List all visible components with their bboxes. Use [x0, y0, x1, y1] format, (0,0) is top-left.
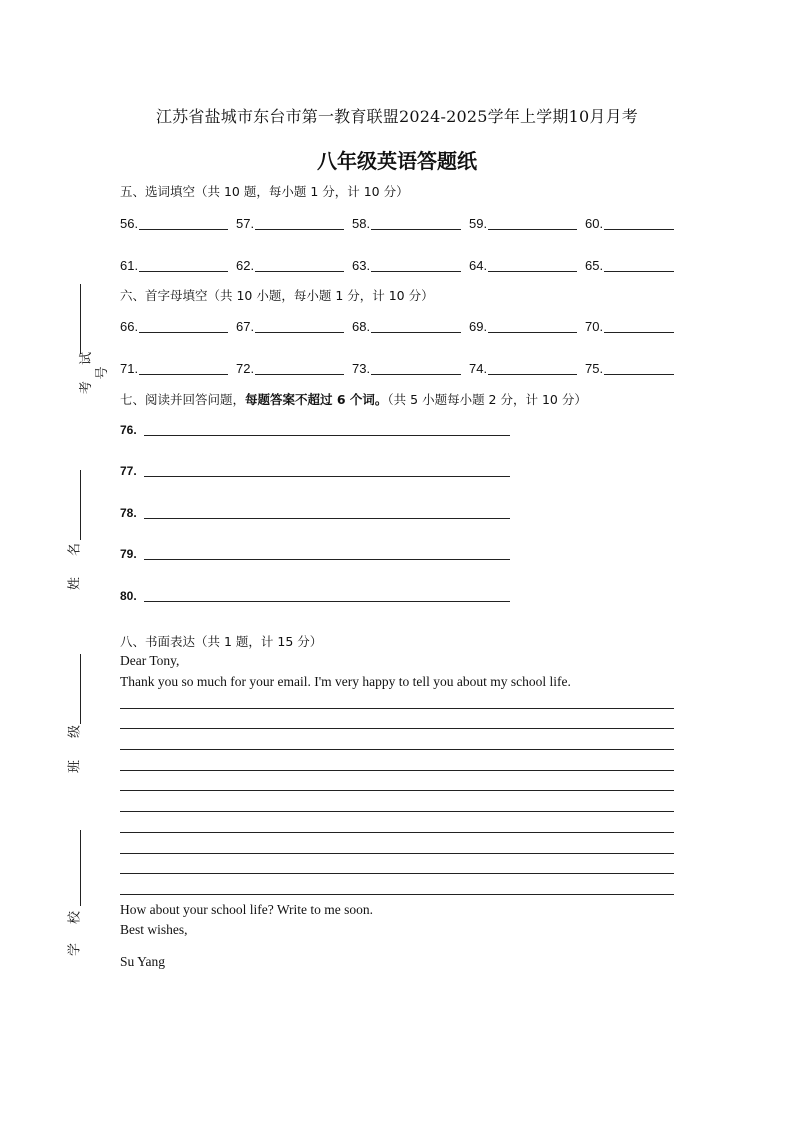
blank-65[interactable]: 65.: [585, 254, 674, 274]
writing-line[interactable]: [120, 708, 674, 709]
blank-66[interactable]: 66.: [120, 315, 228, 335]
blank-63[interactable]: 63.: [352, 254, 461, 274]
blank-56[interactable]: 56.: [120, 212, 228, 232]
blank-58[interactable]: 58.: [352, 212, 461, 232]
writing-line[interactable]: [120, 853, 674, 854]
exam-header: 江苏省盐城市东台市第一教育联盟2024-2025学年上学期10月月考: [155, 107, 638, 126]
blank-73[interactable]: 73.: [352, 357, 461, 377]
writing-line[interactable]: [120, 811, 674, 812]
section5-row-2: [120, 254, 674, 274]
blank-68[interactable]: 68.: [352, 315, 461, 335]
blank-74[interactable]: 74.: [469, 357, 577, 377]
blank-57[interactable]: 57.: [236, 212, 344, 232]
name-char-1: 名: [67, 543, 83, 557]
letter-closing-question: How about your school life? Write to me soon.: [120, 902, 374, 917]
question-80[interactable]: 80.: [120, 586, 510, 604]
blank-69[interactable]: 69.: [469, 315, 577, 335]
class-char-1: 级: [67, 725, 83, 739]
blank-59[interactable]: 59.: [469, 212, 577, 232]
letter-sign-off: Best wishes,: [120, 922, 188, 937]
class-line: [80, 654, 81, 724]
exam-number-label: 考 试 号: [79, 345, 110, 395]
blank-60[interactable]: 60.: [585, 212, 674, 232]
school-char-1: 校: [67, 911, 83, 925]
section6-heading: 六、首字母填空（共 10 小题，每小题 1 分，计 10 分）: [120, 288, 434, 303]
letter-opening: Thank you so much for your email. I'm very happy to tell you about my school life.: [120, 674, 571, 689]
school-line: [80, 830, 81, 906]
question-76[interactable]: 76.: [120, 420, 510, 438]
section6-row-1: [120, 315, 674, 335]
section5-heading: 五、选词填空（共 10 题，每小题 1 分，计 10 分）: [120, 184, 409, 199]
section5-row-1: [120, 212, 674, 232]
blank-75[interactable]: 75.: [585, 357, 674, 377]
letter-signature: Su Yang: [120, 954, 166, 969]
letter-greeting: Dear Tony,: [120, 653, 180, 668]
writing-line[interactable]: [120, 832, 674, 833]
section6-row-2: [120, 357, 674, 377]
blank-62[interactable]: 62.: [236, 254, 344, 274]
blank-64[interactable]: 64.: [469, 254, 577, 274]
question-77[interactable]: 77.: [120, 461, 510, 479]
school-char-0: 学: [67, 943, 83, 957]
writing-line[interactable]: [120, 873, 674, 874]
class-char-0: 班: [67, 760, 83, 774]
name-char-0: 姓: [67, 577, 83, 591]
writing-line[interactable]: [120, 790, 674, 791]
name-line: [80, 470, 81, 540]
writing-line[interactable]: [120, 749, 674, 750]
blank-67[interactable]: 67.: [236, 315, 344, 335]
blank-70[interactable]: 70.: [585, 315, 674, 335]
page-title: 八年级英语答题纸: [317, 149, 477, 173]
blank-71[interactable]: 71.: [120, 357, 228, 377]
section7-heading: 七、阅读并回答问题，每题答案不超过 6 个词。（共 5 小题每小题 2 分，计 10 分）: [120, 392, 587, 407]
question-78[interactable]: 78.: [120, 503, 510, 521]
writing-line[interactable]: [120, 728, 674, 729]
section8-heading: 八、书面表达（共 1 题，计 15 分）: [120, 634, 323, 649]
blank-61[interactable]: 61.: [120, 254, 228, 274]
blank-72[interactable]: 72.: [236, 357, 344, 377]
writing-line[interactable]: [120, 894, 674, 895]
writing-line[interactable]: [120, 770, 674, 771]
question-79[interactable]: 79.: [120, 544, 510, 562]
